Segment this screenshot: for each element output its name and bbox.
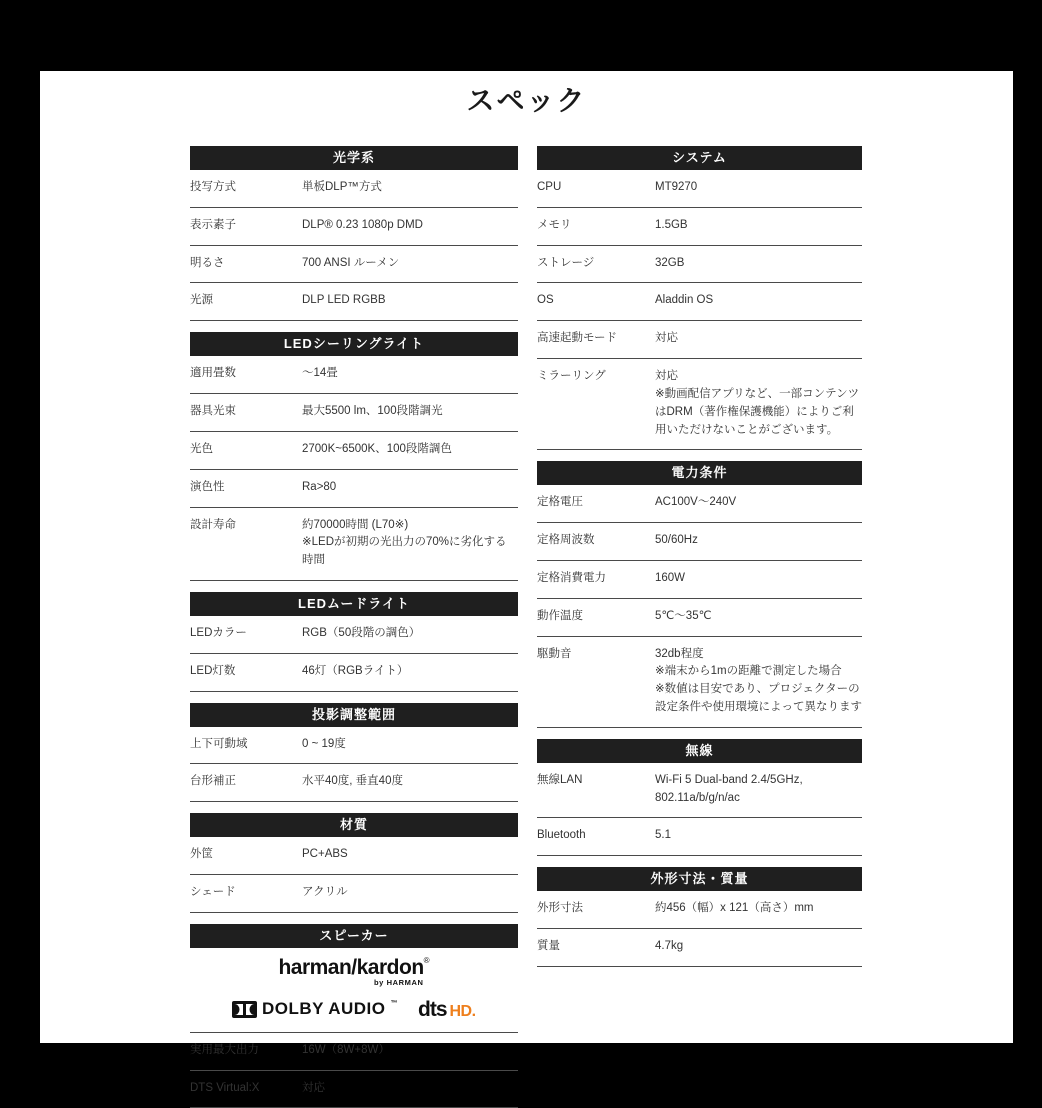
- spec-value-cell: [302, 517, 518, 570]
- spec-label: 質量: [537, 940, 560, 953]
- spec-label: 演色性: [190, 480, 225, 493]
- spec-sheet: [40, 71, 1013, 1094]
- spec-label: Bluetooth: [537, 829, 586, 842]
- spec-row: [537, 485, 862, 523]
- dts-hd-logo: [418, 999, 476, 1020]
- spec-value: AC100V～240V: [655, 496, 737, 509]
- spec-value: 32db程度: [655, 647, 704, 660]
- spec-value: Ra>80: [302, 480, 337, 493]
- spec-section: [537, 867, 862, 967]
- spec-row: [190, 1071, 518, 1108]
- dolby-audio-logo: [232, 999, 398, 1019]
- dts-wordmark: dts: [418, 997, 447, 1021]
- spec-value: 50/60Hz: [655, 534, 698, 547]
- spec-value: RGB（50段階の調色）: [302, 626, 421, 639]
- spec-row: [190, 170, 518, 208]
- spec-label: 設計寿命: [190, 518, 236, 531]
- spec-value: 2700K~6500K、100段階調色: [302, 442, 452, 455]
- spec-note: ※数値は目安であり、プロジェクターの設定条件や使用環境によって異なります: [655, 683, 862, 713]
- spec-section: [190, 703, 518, 803]
- spec-label: 高速起動モード: [537, 332, 618, 345]
- spec-section: [190, 813, 518, 913]
- spec-label: 実用最大出力: [190, 1043, 259, 1056]
- by-harman-text: by HARMAN: [373, 977, 424, 987]
- spec-columns: [190, 146, 1013, 1108]
- spec-row: [537, 818, 862, 856]
- spec-section: [537, 739, 862, 856]
- spec-value: 32GB: [655, 256, 685, 269]
- spec-value-cell: [302, 884, 518, 902]
- spec-row: [190, 470, 518, 508]
- spec-row: [537, 283, 862, 321]
- harman-kardon-wordmark: harman/kardon: [278, 955, 424, 979]
- spec-row: [537, 321, 862, 359]
- spec-label: シェード: [190, 886, 236, 898]
- left-column: [190, 146, 518, 1108]
- spec-row: [537, 246, 862, 284]
- spec-section: [537, 146, 862, 450]
- spec-row: [537, 763, 862, 819]
- spec-label: OS: [537, 294, 554, 307]
- spec-label: 定格電圧: [537, 496, 583, 509]
- spec-label: 定格周波数: [537, 534, 595, 547]
- speaker-logos: [190, 948, 518, 1033]
- spec-row: [190, 283, 518, 321]
- spec-value-cell: [655, 570, 862, 588]
- spec-value-cell: [302, 365, 518, 383]
- spec-value: 対応: [302, 1081, 325, 1094]
- spec-label: 適用畳数: [190, 367, 236, 380]
- spec-value-cell: [655, 827, 862, 845]
- spec-section: [190, 592, 518, 692]
- spec-value-cell: [302, 663, 518, 681]
- spec-section: [537, 461, 862, 728]
- spec-value: 46灯（RGBライト）: [302, 664, 409, 677]
- spec-value: 最大5500 lm、100段階調光: [302, 405, 443, 418]
- spec-label: 駆動音: [537, 647, 572, 660]
- spec-value-cell: [302, 255, 518, 273]
- section-header: 外形寸法・質量: [537, 867, 862, 891]
- spec-value: 対応: [655, 370, 678, 383]
- spec-label: ストレージ: [537, 256, 595, 269]
- section-header: 投影調整範囲: [190, 703, 518, 727]
- spec-value-cell: [302, 479, 518, 497]
- spec-row: [190, 508, 518, 581]
- right-column: [537, 146, 862, 967]
- spec-note: ※LEDが初期の光出力の70%に劣化する時間: [302, 536, 507, 567]
- section-header: スピーカー: [190, 924, 518, 948]
- spec-label: 動作温度: [537, 609, 583, 622]
- spec-row: [190, 764, 518, 802]
- dts-hd-mark: HD: [449, 1002, 472, 1020]
- spec-value: PC+ABS: [302, 848, 348, 861]
- spec-value: 約456（幅）x 121（高さ）mm: [655, 902, 814, 915]
- spec-value: 160W: [655, 571, 686, 584]
- spec-label: 外形寸法: [537, 902, 583, 915]
- spec-label: 外筐: [190, 848, 213, 861]
- spec-value-cell: [302, 179, 518, 197]
- dolby-wordmark: DOLBY AUDIO: [261, 999, 386, 1019]
- spec-value-cell: [302, 403, 518, 421]
- spec-value-cell: [655, 532, 862, 550]
- spec-value-cell: [655, 900, 862, 918]
- spec-row: [190, 246, 518, 284]
- spec-row: [537, 170, 862, 208]
- spec-value-cell: [655, 608, 862, 626]
- spec-value-cell: [302, 846, 518, 864]
- spec-value-cell: [302, 736, 518, 754]
- spec-value-cell: [655, 255, 862, 273]
- spec-row: [537, 637, 862, 728]
- spec-label: 器具光束: [190, 405, 236, 418]
- spec-value-cell: [655, 938, 862, 956]
- dolby-double-d-icon: [232, 1001, 257, 1018]
- spec-value-cell: [655, 330, 862, 348]
- spec-row: [190, 616, 518, 654]
- spec-row: [190, 432, 518, 470]
- dts-dot: .: [471, 1002, 477, 1020]
- spec-label: メモリ: [537, 218, 572, 231]
- spec-value: 0 ~ 19度: [302, 737, 346, 750]
- spec-value-cell: [655, 179, 862, 197]
- registered-trademark-icon: ®: [423, 955, 430, 965]
- section-header: 電力条件: [537, 461, 862, 485]
- spec-value-cell: [655, 494, 862, 512]
- spec-label: 定格消費電力: [537, 571, 606, 584]
- spec-value: DLP® 0.23 1080p DMD: [302, 218, 423, 231]
- spec-value: アクリル: [302, 886, 348, 898]
- spec-label: 無線LAN: [537, 773, 583, 786]
- spec-note: ※動画配信アプリなど、一部コンテンツはDRM（著作権保護機能）によりご利用いただけないことがございます。: [655, 387, 860, 436]
- spec-section: [190, 146, 518, 321]
- spec-row: [537, 561, 862, 599]
- spec-value: Aladdin OS: [655, 294, 714, 307]
- spec-row: [537, 359, 862, 450]
- spec-value-cell: [302, 1080, 518, 1098]
- spec-label: 表示素子: [190, 218, 236, 231]
- harman-kardon-logo: [278, 957, 429, 987]
- spec-section: [190, 332, 518, 581]
- spec-label: CPU: [537, 181, 562, 193]
- spec-value-cell: [655, 646, 862, 717]
- section-header: 無線: [537, 739, 862, 763]
- spec-value: 単板DLP™方式: [302, 181, 382, 193]
- spec-row: [190, 837, 518, 875]
- section-header: 材質: [190, 813, 518, 837]
- spec-label: 投写方式: [190, 181, 236, 193]
- spec-value-cell: [655, 368, 862, 439]
- spec-label: 明るさ: [190, 256, 225, 269]
- spec-row: [190, 394, 518, 432]
- spec-value: 700 ANSI ルーメン: [302, 256, 400, 269]
- spec-value-cell: [302, 625, 518, 643]
- spec-row: [190, 727, 518, 765]
- spec-row: [537, 208, 862, 246]
- spec-value: 4.7kg: [655, 940, 684, 953]
- spec-row: [537, 523, 862, 561]
- spec-value: 1.5GB: [655, 218, 688, 231]
- spec-value-cell: [302, 217, 518, 235]
- section-header: 光学系: [190, 146, 518, 170]
- spec-value-cell: [302, 292, 518, 310]
- spec-value-cell: [302, 1042, 518, 1060]
- spec-value: 5.1: [655, 829, 671, 842]
- spec-row: [537, 929, 862, 967]
- spec-value: DLP LED RGBB: [302, 294, 386, 307]
- section-header: LEDムードライト: [190, 592, 518, 616]
- spec-value: ～14畳: [302, 367, 338, 380]
- spec-label: 台形補正: [190, 775, 236, 788]
- section-header: システム: [537, 146, 862, 170]
- spec-label: LEDカラー: [190, 626, 247, 639]
- spec-label: 光源: [190, 294, 213, 307]
- page-title: スペック: [466, 85, 587, 116]
- spec-value: MT9270: [655, 181, 698, 193]
- spec-label: ミラーリング: [537, 370, 606, 383]
- spec-row: [190, 356, 518, 394]
- spec-note: ※端末から1mの距離で測定した場合: [655, 665, 842, 678]
- spec-value: 水平40度, 垂直40度: [302, 775, 403, 788]
- spec-row: [190, 654, 518, 692]
- spec-row: [190, 1033, 518, 1071]
- spec-value-cell: [655, 292, 862, 310]
- section-header: LEDシーリングライト: [190, 332, 518, 356]
- spec-value: 5℃～35℃: [655, 609, 712, 622]
- spec-section: [190, 924, 518, 1108]
- spec-value: 対応: [655, 332, 678, 345]
- audio-format-logos: [190, 999, 518, 1020]
- spec-row: [537, 891, 862, 929]
- spec-label: LED灯数: [190, 664, 236, 677]
- spec-label: 上下可動域: [190, 737, 248, 750]
- spec-label: DTS Virtual:X: [190, 1081, 260, 1094]
- spec-value-cell: [655, 217, 862, 235]
- trademark-icon: ™: [390, 1000, 398, 1008]
- spec-row: [190, 208, 518, 246]
- spec-value: Wi-Fi 5 Dual-band 2.4/5GHz, 802.11a/b/g/n/ac: [655, 773, 803, 804]
- spec-value: 16W（8W+8W）: [302, 1043, 390, 1056]
- spec-value-cell: [302, 773, 518, 791]
- spec-value-cell: [655, 772, 862, 808]
- spec-value-cell: [302, 441, 518, 459]
- spec-row: [190, 875, 518, 913]
- spec-label: 光色: [190, 442, 213, 455]
- spec-row: [537, 599, 862, 637]
- spec-value: 約70000時間 (L70※): [302, 518, 409, 531]
